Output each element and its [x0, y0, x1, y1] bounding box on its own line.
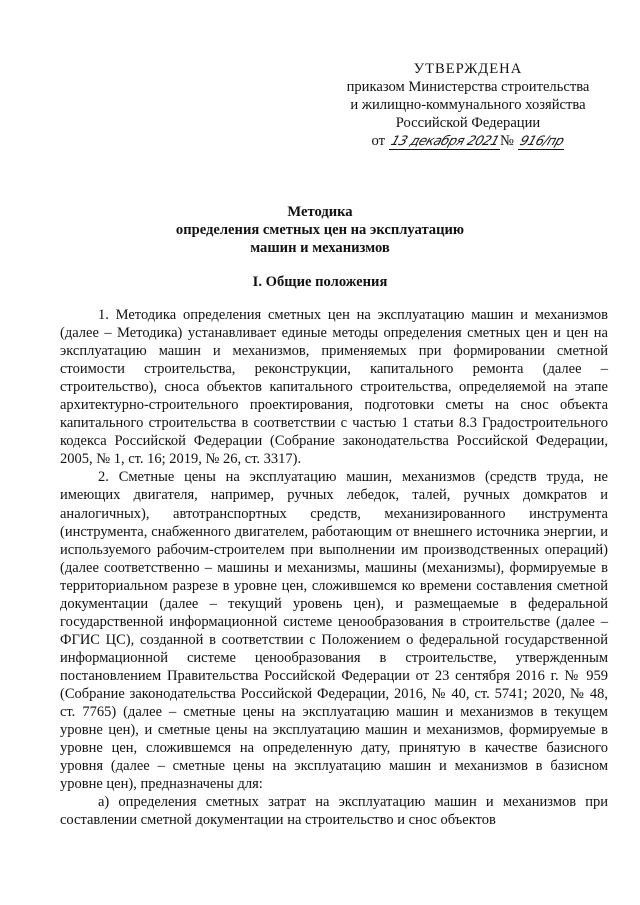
order-date-handwritten: 13 декабря 2021: [388, 134, 501, 149]
approval-order-line: [338, 132, 598, 151]
order-date-field: [389, 133, 500, 150]
approval-line-ministry: приказом Министерства строительства: [346, 79, 590, 95]
order-number-field: [518, 133, 565, 150]
approval-block: [338, 60, 598, 151]
title-line-2: определения сметных цен на эксплуатацию: [175, 222, 465, 238]
approval-line-federation: Российской Федерации: [395, 115, 541, 131]
order-number-sign: №: [499, 133, 514, 149]
paragraph-1: 1. Методика определения сметных цен на эксплуатацию машин и механизмов (далее – Методика) устанавливает единые методы определения сметных цен и цен на эксплуатацию машин и механизмов, применяемых при формировании сметной стоимости строительства, реконструкции, капитального ремонта (далее – строительство), сноса объектов капитального строительства, определяемой на этапе архитектурно-строительного проектирования, подготовки сметы на снос объекта капитального строительства в соответствии с частью 1 статьи 8.3 Градостроительного кодекса Российской Федерации (Собрание законодательства Российской Федерации, 2005, № 1, ст. 16; 2019, № 26, ст. 3317).: [60, 307, 608, 468]
order-number-handwritten: 916/пр: [517, 134, 566, 149]
order-prefix: от: [371, 133, 385, 149]
document-body: [60, 306, 608, 829]
approval-line-housing: и жилищно-коммунального хозяйства: [350, 97, 586, 113]
title-line-3: машин и механизмов: [250, 240, 390, 256]
approval-stamp: УТВЕРЖДЕНА: [413, 61, 523, 77]
paragraph-2: 2. Сметные цены на эксплуатацию машин, механизмов (средств труда, не имеющих двигателя, например, ручных лебедок, талей, ручных домкратов и аналогичных), автотранспортных средств, механизированного инструмента (инструмента, снабженного двигателем, работающим от внешнего источника энергии, и используемого рабочим-строителем при выполнении им производственных операций) (далее соответственно – машины и механизмы, машины (механизмы), формируемые в территориальном разрезе в уровне цен, сложившемся ко времени составления сметной документации (далее – текущий уровень цен), и размещаемые в федеральной государственной информационной системе ценообразования в строительстве (далее – ФГИС ЦС), созданной в соответствии с Положением о федеральной государственной информационной системе ценообразования в строительстве, утвержденным постановлением Правительства Российской Федерации от 23 сентября 2016 г. № 959 (Собрание законодательства Российской Федерации, 2016, № 40, ст. 5741; 2020, № 48, ст. 7765) (далее – сметные цены на эксплуатацию машин и механизмов в текущем уровне цен), и сметные цены на эксплуатацию машин и механизмов, формируемые в уровне цен, сложившемся на определенную дату, принятую в качестве базисного уровня (далее – сметные цены на эксплуатацию машин и механизмов в базисном уровне цен), предназначены для:: [60, 469, 608, 793]
section-heading: I. Общие положения: [252, 274, 388, 290]
paragraph-subitem-a: а) определения сметных затрат на эксплуатацию машин и механизмов при составлении сметной документации на строительство и снос объектов: [60, 794, 608, 829]
document-title: [60, 203, 580, 257]
title-line-1: Методика: [287, 204, 353, 220]
